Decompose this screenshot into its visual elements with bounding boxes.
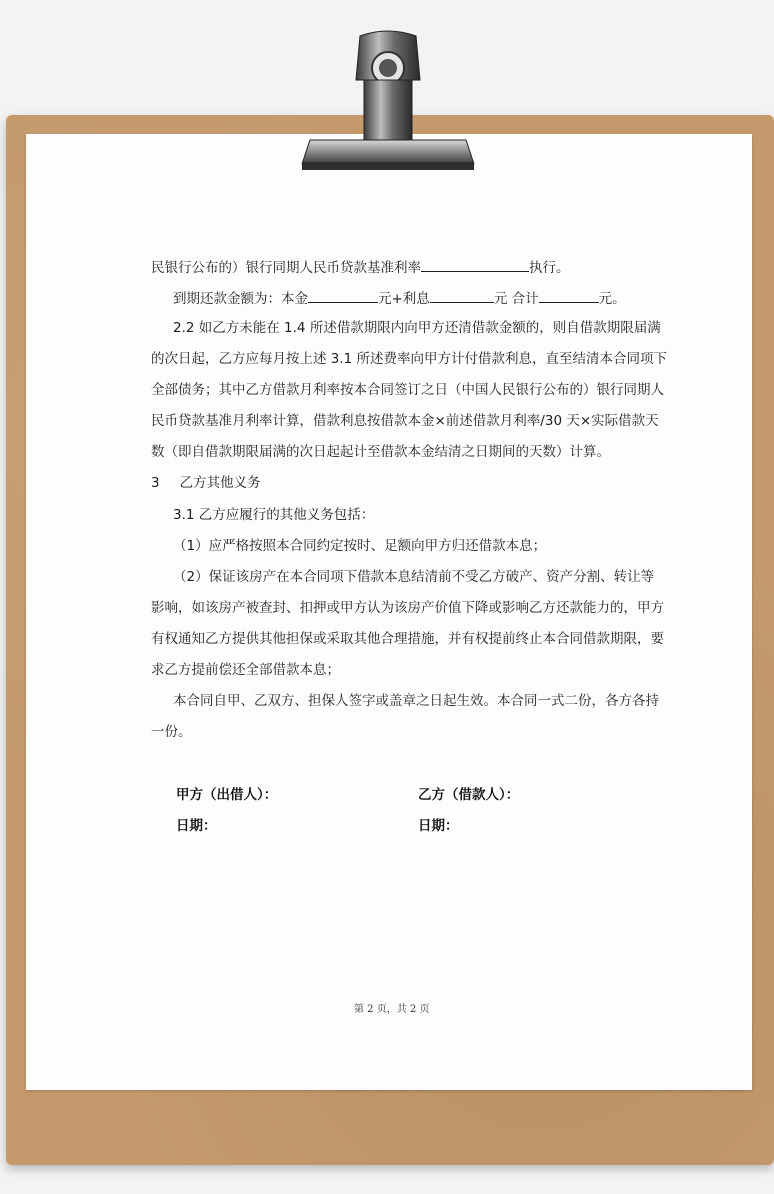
- text-line: 到期还款金额为：本金 元+利息 元 合计 元。: [173, 288, 626, 308]
- text-line: 一份。: [151, 724, 192, 740]
- text-line: 影响，如该房产被查封、扣押或甲方认为该房产价值下降或影响乙方还款能力的，甲方: [151, 600, 664, 616]
- text-line: 2.2 如乙方未能在 1.4 所述借款期限内向甲方还清借款金额的，则自借款期限届满: [173, 320, 661, 336]
- text-line: 民币贷款基准月利率计算，借款利息按借款本金×前述借款月利率/30 天×实际借款天: [151, 413, 659, 429]
- party-a-label: 甲方（出借人）：: [176, 787, 278, 803]
- text-line: （2）保证该房产在本合同项下借款本息结清前不受乙方破产、资产分割、转让等: [173, 569, 655, 585]
- text-line: 3.1 乙方应履行的其他义务包括：: [173, 507, 375, 523]
- text-line: （1）应严格按照本合同约定按时、足额向甲方归还借款本息；: [173, 538, 547, 554]
- interest-blank: [430, 288, 494, 303]
- text-line: 求乙方提前偿还全部借款本息；: [151, 662, 340, 678]
- principal-blank: [308, 288, 378, 303]
- text-line: 有权通知乙方提供其他担保或采取其他合理措施，并有权提前终止本合同借款期限，要: [151, 631, 664, 647]
- total-blank: [539, 288, 599, 303]
- party-a-date-label: 日期：: [176, 818, 217, 834]
- party-b-date-label: 日期：: [418, 818, 459, 834]
- party-b-label: 乙方（借款人）：: [418, 787, 520, 803]
- text-line: 本合同自甲、乙双方、担保人签字或盖章之日起生效。本合同一式二份，各方各持: [173, 693, 659, 709]
- text-line: 全部债务；其中乙方借款月利率按本合同签订之日（中国人民银行公布的）银行同期人: [151, 382, 664, 398]
- binder-clip-icon: [298, 28, 478, 178]
- text-line: 民银行公布的）银行同期人民币贷款基准利率 执行。: [151, 257, 570, 277]
- page-number: 第 2 页，共 2 页: [354, 1004, 430, 1015]
- text-line: 数（即自借款期限届满的次日起起计至借款本金结清之日期间的天数）计算。: [151, 444, 610, 460]
- section-heading: 3 乙方其他义务: [151, 475, 261, 491]
- rate-blank: [421, 257, 529, 272]
- text-line: 的次日起，乙方应每月按上述 3.1 所述费率向甲方计付借款利息，直至结清本合同项下: [151, 351, 668, 367]
